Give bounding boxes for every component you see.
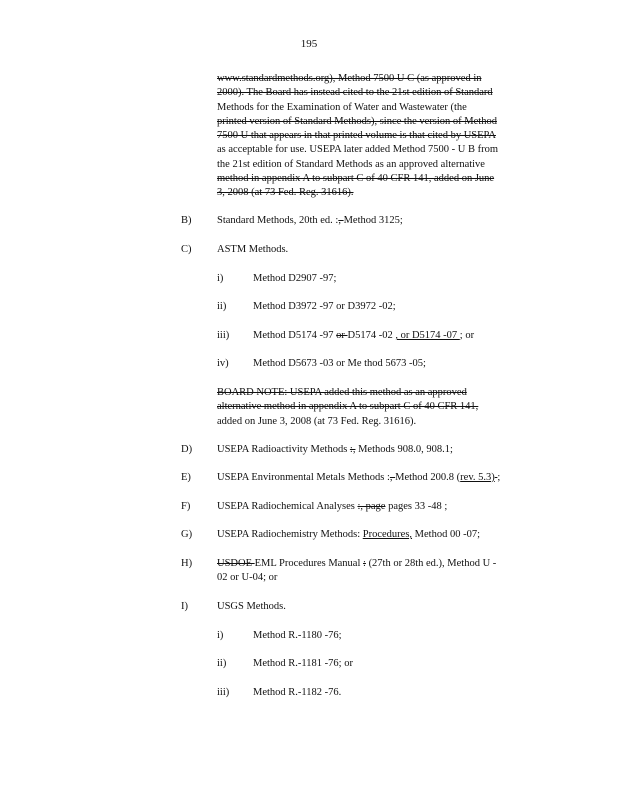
text-run: D5174 -02 [347, 330, 396, 341]
text-run: Method D5174 -97 [253, 330, 337, 341]
page-number: 195 [300, 38, 318, 50]
struck-text: printed version of Standard Methods), since the version of Method [217, 115, 497, 127]
paragraph-line [217, 129, 533, 143]
paragraph-line [217, 143, 533, 157]
struck-text: or [336, 330, 348, 341]
item-text [217, 444, 453, 455]
item-label: iii) [217, 687, 230, 698]
paragraph-line [217, 86, 533, 100]
text-run: (27th or 28th ed.), Method U - [365, 558, 497, 569]
struck-text: method in appendix A to subpart C of 40 CFR 141, added on June [217, 173, 495, 185]
text-run: Method R.-1182 -76. [253, 687, 342, 698]
item-text [217, 244, 288, 255]
item-text [253, 330, 474, 341]
h-continuation: 02 or U-04; or [217, 572, 278, 583]
item-label: H) [181, 558, 193, 569]
paragraph-line [217, 115, 533, 129]
text-run: Standard Methods, 20th ed. : [217, 215, 339, 226]
item-label: E) [181, 472, 191, 483]
text-run: Methods 908.0, 908.1; [355, 444, 453, 455]
text-run: Method R.-1181 -76; or [253, 658, 353, 669]
text-run: Methods for the Examination of Water and Wastewater (the [217, 101, 467, 113]
item-text [217, 601, 286, 612]
text-run: Method 00 -07; [412, 529, 480, 540]
text-run: ; or [459, 330, 475, 341]
struck-text: www.standardmethods.org), Method 7500 U C (as approved in [217, 73, 482, 84]
underlined-text: rev. 5.3) [460, 472, 495, 483]
underlined-text: , or D5174 -07 [395, 330, 460, 341]
paragraph-line [217, 172, 533, 186]
text-run: USEPA Radiochemistry Methods: [217, 529, 363, 540]
text-run: EML Procedures Manual [254, 558, 364, 569]
intro-paragraph [217, 72, 533, 201]
paragraph-line [217, 400, 533, 414]
paragraph-line [217, 186, 533, 200]
text-run: USGS Methods. [217, 601, 286, 612]
item-label: C) [181, 244, 192, 255]
item-label: D) [181, 444, 193, 455]
struck-text: :, page [357, 501, 386, 512]
item-label: i) [217, 273, 224, 284]
text-run: Method D3972 -97 or D3972 -02; [253, 301, 396, 312]
struck-text: 7500 U that appears in that printed volume is that cited by USEPA [217, 130, 496, 142]
item-text [253, 273, 336, 284]
text-run: ; [497, 472, 501, 483]
text-run: the 21st edition of Standard Methods as an approved alternative [217, 158, 485, 170]
paragraph-line [217, 415, 533, 429]
paragraph-line [217, 158, 533, 172]
paragraph-line [217, 101, 533, 115]
text-run: USEPA Radiochemical Analyses [217, 501, 358, 512]
text-run: Method D2907 -97; [253, 273, 337, 284]
item-label: B) [181, 215, 192, 226]
item-label: i) [217, 630, 224, 641]
paragraph-line [217, 72, 533, 86]
board-note [217, 386, 533, 429]
struck-text: : [363, 558, 366, 569]
underlined-text: Procedures, [362, 529, 413, 540]
struck-text: , [389, 472, 396, 483]
item-text [253, 630, 342, 641]
item-label: F) [181, 501, 191, 512]
struck-text: 3, 2008 (at 73 Fed. Reg. 31616). [217, 187, 354, 199]
text-run: USEPA Environmental Metals Methods : [217, 472, 390, 483]
item-text [253, 301, 396, 312]
item-text [253, 687, 341, 698]
text-run: Method D5673 -03 or Me thod 5673 -05; [253, 358, 426, 369]
item-label: iv) [217, 358, 229, 369]
text-run: USEPA Radioactivity Methods [217, 444, 350, 455]
item-text [217, 501, 447, 512]
struck-text: USDOE [217, 558, 255, 569]
struck-text: 2000). The Board has instead cited to the 21st edition of Standard [217, 87, 493, 99]
item-text [217, 558, 496, 569]
text-run: ASTM Methods. [217, 244, 289, 255]
text-run: added on June 3, 2008 (at 73 Fed. Reg. 31616). [217, 415, 417, 427]
item-text [217, 215, 403, 226]
item-text [217, 472, 500, 483]
struck-text: BOARD NOTE: USEPA added this method as an approved [217, 387, 467, 398]
item-label: iii) [217, 330, 230, 341]
paragraph-line [217, 386, 533, 400]
text-run: as acceptable for use. USEPA later added Method 7500 - U B from [217, 144, 499, 156]
item-label: ii) [217, 301, 227, 312]
item-text [217, 529, 480, 540]
struck-text: alternative method in appendix A to subpart C of 40 CFR 141, [217, 401, 479, 413]
text-run: Method 200.8 ( [395, 472, 461, 483]
struck-text: :, [349, 444, 356, 455]
item-label: G) [181, 529, 193, 540]
text-run: Method R.-1180 -76; [253, 630, 342, 641]
item-label: ii) [217, 658, 227, 669]
item-text [253, 358, 426, 369]
item-label: I) [181, 601, 188, 612]
struck-text: , [338, 215, 344, 226]
item-text [253, 658, 353, 669]
text-run: pages 33 -48 ; [385, 501, 448, 512]
text-run: Method 3125; [343, 215, 403, 226]
